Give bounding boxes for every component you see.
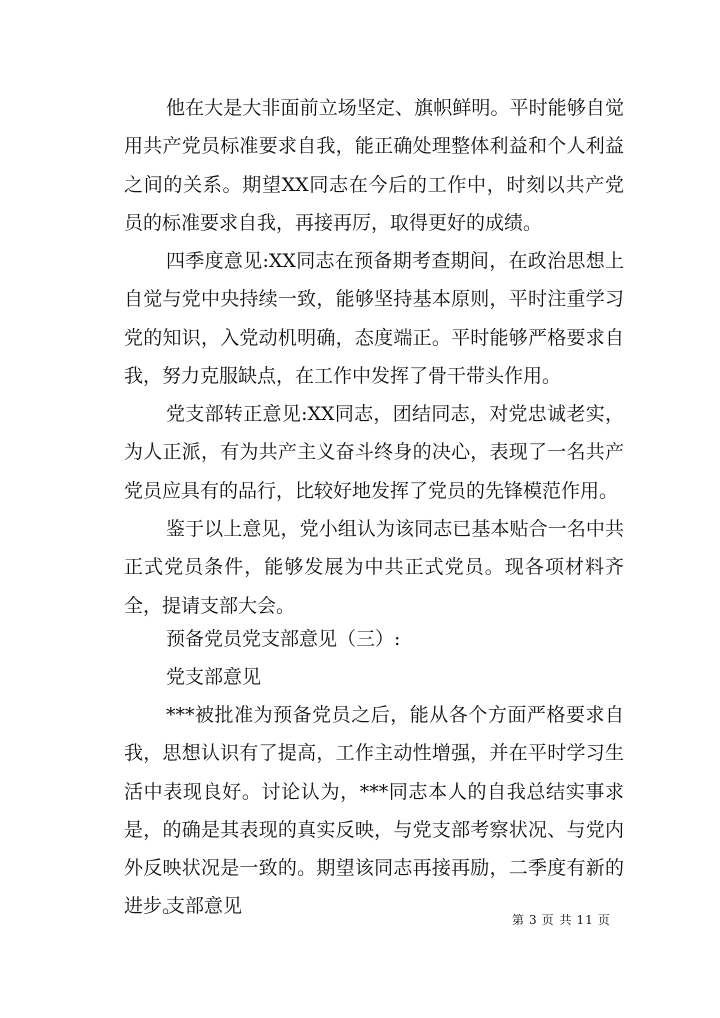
footer-prefix: 第 <box>512 913 526 927</box>
paragraph-2: 四季度意见:XX同志在预备期考查期间，在政治思想上自觉与党中央持续一致，能够坚持基本原则，平时注重学习党的知识，入党动机明确，态度端正。平时能够严格要求自我，努力克服缺点，在工作中发挥了骨干带头作用。 <box>124 250 624 387</box>
footer-page-number: 3 <box>529 913 538 927</box>
page-footer <box>512 913 615 927</box>
footer-middle: 页 共 <box>541 913 573 927</box>
paragraph-4: 鉴于以上意见，党小组认为该同志已基本贴合一名中共正式党员条件，能够发展为中共正式党员。现各项材料齐全，提请支部大会。 <box>124 518 624 617</box>
paragraph-5: ***被批准为预备党员之后，能从各个方面严格要求自我，思想认识有了提高，工作主动性增强，并在平时学习生活中表现良好。讨论认为，***同志本人的自我总结实事求是，的确是其表现的真实反映，与党支部考察状况、与党内外反映状况是一致的。期望该同志再接再励，二季度有新的进步。 <box>124 704 624 918</box>
footer-suffix: 页 <box>597 913 611 927</box>
section-heading-1: 预备党员党支部意见（三）: <box>166 628 401 650</box>
section-heading-2: 党支部意见 <box>166 666 262 688</box>
footer-total-pages: 11 <box>576 913 594 927</box>
section-heading-3: 支部意见 <box>166 895 243 917</box>
paragraph-1: 他在大是大非面前立场坚定、旗帜鲜明。平时能够自觉用共产党员标准要求自我，能正确处理整体利益和个人利益之间的关系。期望XX同志在今后的工作中，时刻以共产党员的标准要求自我，再接再厉，取得更好的成绩。 <box>124 97 624 234</box>
paragraph-3: 党支部转正意见:XX同志，团结同志，对党忠诚老实，为人正派，有为共产主义奋斗终身的决心，表现了一名共产党员应具有的品行，比较好地发挥了党员的先锋模范作用。 <box>124 403 624 502</box>
